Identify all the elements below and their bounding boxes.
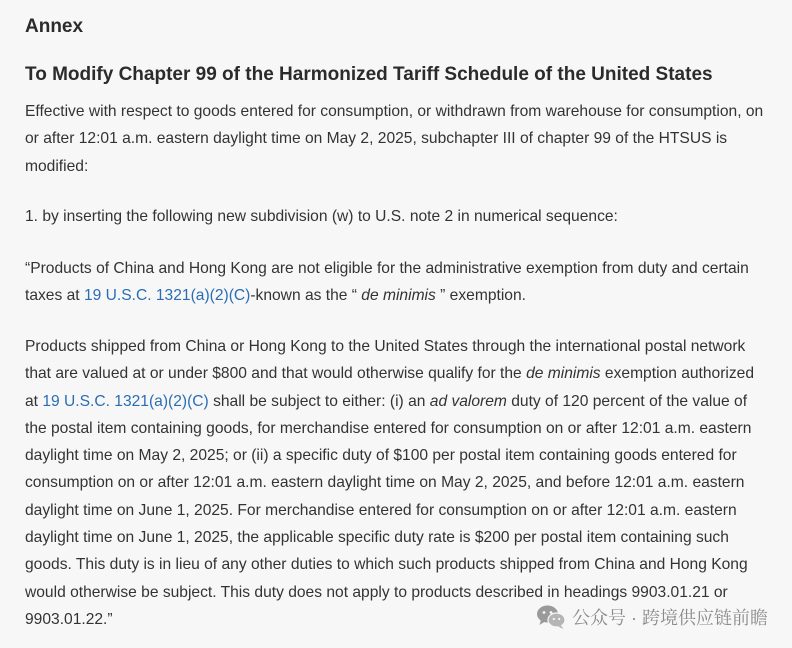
annex-heading: Annex — [25, 16, 84, 37]
p3-text-a: “Products of China and Hong Kong are not eligible for the administrative exemption from duty and certain taxes at — [25, 260, 749, 305]
postal-duty-paragraph — [25, 333, 765, 633]
p4-text-b: exemption authorized at — [25, 365, 755, 410]
p4-text-d: duty of 120 percent of the value of the postal item containing goods, for merchandise entered for consumption on or after 12:01 a.m. eastern daylight time on May 2, 2025; or (ii) a specific duty of $100 per postal item containing goods entered for consumption on or after 12:01 a.m. eastern daylight time on May 2, 2025, and before 12:01 a.m. eastern daylight time on June 1, 2025. For merchandise entered for consumption on or after 12:01 a.m. eastern daylight time on June 1, 2025, the applicable specific duty rate is $200 per postal item containing such goods. This duty is in lieu of any other duties to which such products shipped from China and Hong Kong would otherwise be subject. This duty does not apply to products described in headings 9903.01.21 or 9903.01.22.” — [25, 392, 752, 628]
exemption-paragraph — [25, 255, 765, 310]
watermark — [536, 604, 768, 630]
wechat-icon — [536, 604, 566, 630]
p3-text-b: -known as the “ — [250, 287, 362, 305]
document-title: To Modify Chapter 99 of the Harmonized Tariff Schedule of the United States — [25, 64, 713, 85]
p3-de-minimis: de minimis — [361, 287, 436, 305]
insertion-paragraph: 1. by inserting the following new subdivision (w) to U.S. note 2 in numerical sequence: — [25, 208, 618, 225]
usc-citation-link[interactable]: 19 U.S.C. 1321(a)(2)(C) — [83, 287, 251, 305]
p4-text-a: Products shipped from China or Hong Kong to the United States through the international postal network that are valued at or under $800 and that would otherwise qualify for the — [25, 338, 746, 383]
effective-paragraph: Effective with respect to goods entered for consumption, or withdrawn from warehouse for consumption, on or after 12:01 a.m. eastern daylight time on May 2, 2025, subchapter III of chapter 99 of the HTSUS is modified: — [25, 103, 764, 175]
p3-text-c: ” exemption. — [435, 287, 526, 305]
p4-text-c: shall be subject to either: (i) an — [208, 392, 430, 410]
watermark-text: 公众号 · 跨境供应链前瞻 — [572, 608, 768, 628]
usc-citation-link-2[interactable]: 19 U.S.C. 1321(a)(2)(C) — [42, 392, 209, 410]
p4-de-minimis: de minimis — [526, 365, 601, 383]
p4-ad-valorem: ad valorem — [429, 392, 507, 410]
